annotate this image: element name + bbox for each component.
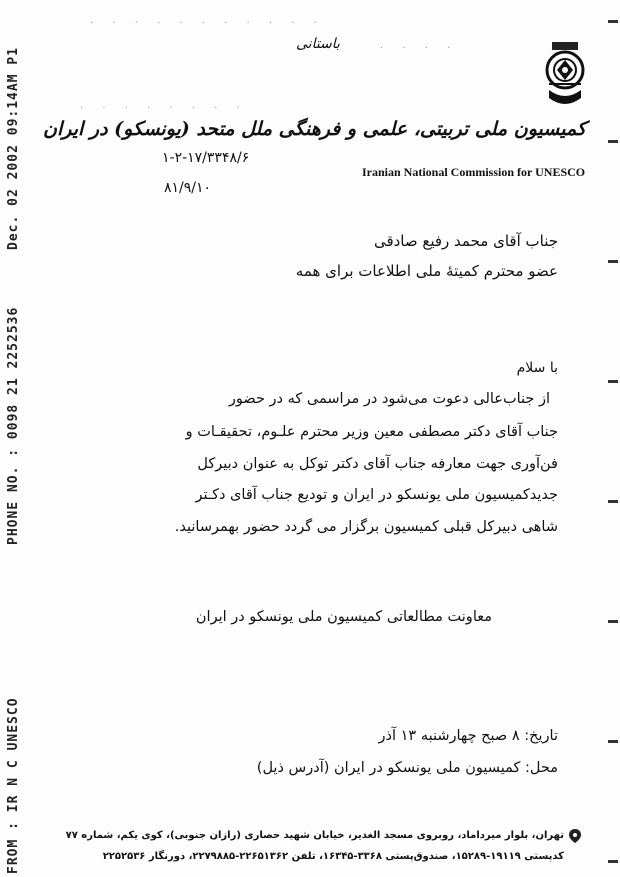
handwritten-annotation: باستانی [296,36,340,52]
fax-header-strip [0,0,30,877]
greeting: با سلام [516,360,558,376]
edge-scan-marks [602,0,620,877]
footer-contacts: کدپستی ۱۹۱۱۹-۱۵۲۸۹، صندوق‌پستی ۳۳۶۸-۱۶۳۴۵، تلفن ۲۲۶۵۱۳۶۲-۲۲۷۹۸۸۵، دورنگار ۲۲۵۲۵۳۶ [102,851,564,862]
scan-noise: . . . . . . . . [80,100,248,111]
body-line: از جناب‌عالی دعوت می‌شود در مراسمی که در حضور [228,391,550,407]
fax-date-time: Dec. 02 2002 09:14AM P1 [6,46,21,250]
footer-address: تهران، بلوار میرداماد، روبروی مسجد الغدیر، خیابان شهید حصاری (رازان جنوبی)، کوی یکم، شماره ۷۷ [65,830,564,841]
body-line: جناب آقای دکتر مصطفی معین وزیر محترم علـوم، تحقیقـات و [185,424,558,440]
fax-sender: FROM : IR N C UNESCO [6,697,21,874]
body-line: شاهی دبیرکل قبلی کمیسیون برگزار می گردد حضور بهمرسانید. [174,519,558,535]
body-line: فن‌آوری جهت معارفه جناب آقای دکتر توکل به عنوان دبیرکل [197,456,558,472]
body-line: جدیدکمیسیون ملی یونسکو در ایران و تودیع جناب آقای دکـتر [195,487,558,503]
scan-noise: . . . . . . . . . . . [90,15,325,26]
scan-noise: . . . . [380,40,459,51]
reference-number: ۱-۲-۱۷/۳۳۴۸/۶ [162,150,250,166]
recipient-title: عضو محترم کمیتهٔ ملی اطلاعات برای همه [295,262,558,280]
letter-date: ۸۱/۹/۱۰ [164,180,212,196]
recipient-name: جناب آقای محمد رفیع صادقی [373,232,558,250]
event-place: محل: کمیسیون ملی یونسکو در ایران (آدرس ذیل) [256,760,558,776]
organization-name-persian: کمیسیون ملی تربیتی، علمی و فرهنگی ملل متحد (یونسکو) در ایران [43,118,586,140]
organization-name-english: Iranian National Commission for UNESCO [362,165,586,179]
address-marker-icon [568,828,582,844]
signature: معاونت مطالعاتی کمیسیون ملی یونسکو در ایران [195,609,492,625]
event-time: تاریخ: ۸ صبح چهارشنبه ۱۳ آذر [378,728,558,744]
fax-phone-number: PHONE NO. : 0098 21 2252536 [6,306,21,545]
unesco-commission-emblem-icon [543,40,587,112]
